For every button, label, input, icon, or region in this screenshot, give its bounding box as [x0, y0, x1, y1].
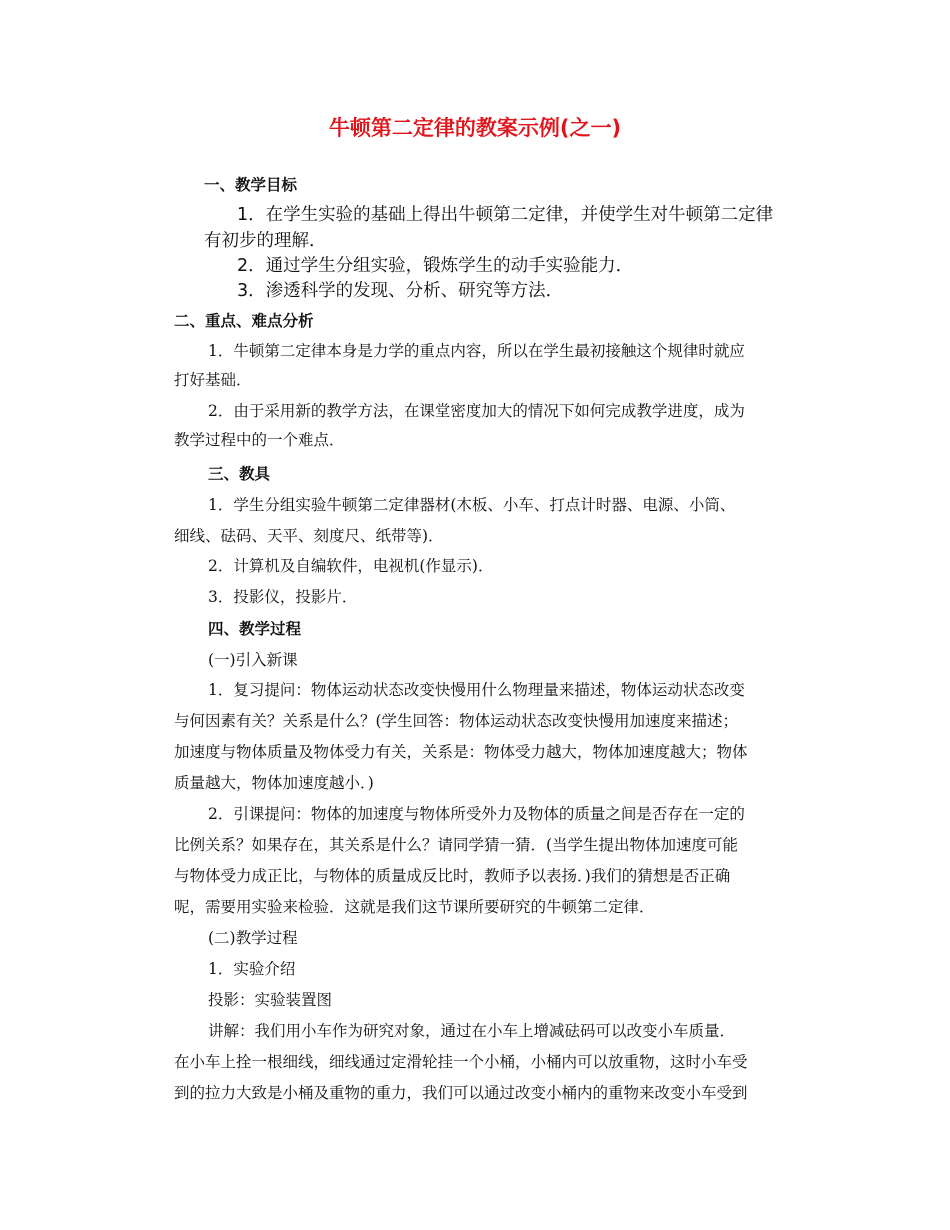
process-p2-line-2: 比例关系？如果存在，其关系是什么？请同学猜一猜．(当学生提出物体加速度可能 [174, 836, 739, 854]
process-subheading-1: (一)引入新课 [208, 651, 298, 669]
goal-item-1-line-1: 1．在学生实验的基础上得出牛顿第二定律，并使学生对牛顿第二定律 [237, 205, 774, 225]
process-p5-line-3: 到的拉力大致是小桶及重物的重力，我们可以通过改变小桶内的重物来改变小车受到 [174, 1084, 748, 1102]
tools-item-3: 3．投影仪，投影片． [208, 588, 358, 606]
process-p2-line-3: 与物体受力成正比，与物体的质量成反比时，教师予以表扬．)我们的猜想是否正确 [174, 867, 731, 885]
process-p2-line-1: 2．引课提问：物体的加速度与物体所受外力及物体的质量之间是否存在一定的 [208, 805, 745, 823]
tools-item-2: 2．计算机及自编软件，电视机(作显示)． [208, 557, 494, 575]
goal-item-2: 2．通过学生分组实验，锻炼学生的动手实验能力． [237, 256, 634, 276]
goal-item-1-line-2: 有初步的理解． [204, 231, 327, 251]
process-p1-line-3: 加速度与物体质量及物体受力有关，关系是：物体受力越大，物体加速度越大；物体 [174, 743, 748, 761]
process-subheading-2: (二)教学过程 [208, 929, 298, 947]
key-point-2-line-2: 教学过程中的一个难点． [174, 431, 345, 449]
section-heading-key-points: 二、重点、难点分析 [174, 311, 314, 330]
process-p1-line-1: 1．复习提问：物体运动状态改变快慢用什么物理量来描述，物体运动状态改变 [208, 681, 745, 699]
tools-item-1-line-2: 细线、砝码、天平、刻度尺、纸带等)． [174, 527, 444, 545]
section-heading-process: 四、教学过程 [208, 619, 302, 638]
process-p5-line-2: 在小车上拴一根细线，细线通过定滑轮挂一个小桶，小桶内可以放重物，这时小车受 [174, 1053, 748, 1071]
tools-item-1-line-1: 1．学生分组实验牛顿第二定律器材(木板、小车、打点计时器、电源、小筒、 [208, 496, 736, 514]
process-p3: 1．实验介绍 [208, 960, 296, 978]
section-heading-tools: 三、教具 [208, 464, 271, 483]
process-p1-line-4: 质量越大，物体加速度越小．) [174, 774, 374, 792]
process-p4: 投影：实验装置图 [208, 991, 333, 1009]
key-point-1-line-2: 打好基础． [174, 371, 252, 389]
process-p5-line-1: 讲解：我们用小车作为研究对象，通过在小车上增减砝码可以改变小车质量． [208, 1022, 736, 1040]
document-title: 牛顿第二定律的教案示例(之一) [328, 116, 622, 140]
section-heading-goals: 一、教学目标 [204, 175, 298, 194]
key-point-1-line-1: 1．牛顿第二定律本身是力学的重点内容，所以在学生最初接触这个规律时就应 [208, 342, 745, 360]
goal-item-3: 3．渗透科学的发现、分析、研究等方法． [237, 281, 564, 301]
process-p1-line-2: 与何因素有关？关系是什么？(学生回答：物体运动状态改变快慢用加速度来描述； [174, 712, 739, 730]
process-p2-line-4: 呢，需要用实验来检验．这就是我们这节课所要研究的牛顿第二定律． [174, 898, 655, 916]
key-point-2-line-1: 2．由于采用新的教学方法，在课堂密度加大的情况下如何完成教学进度，成为 [208, 402, 745, 420]
